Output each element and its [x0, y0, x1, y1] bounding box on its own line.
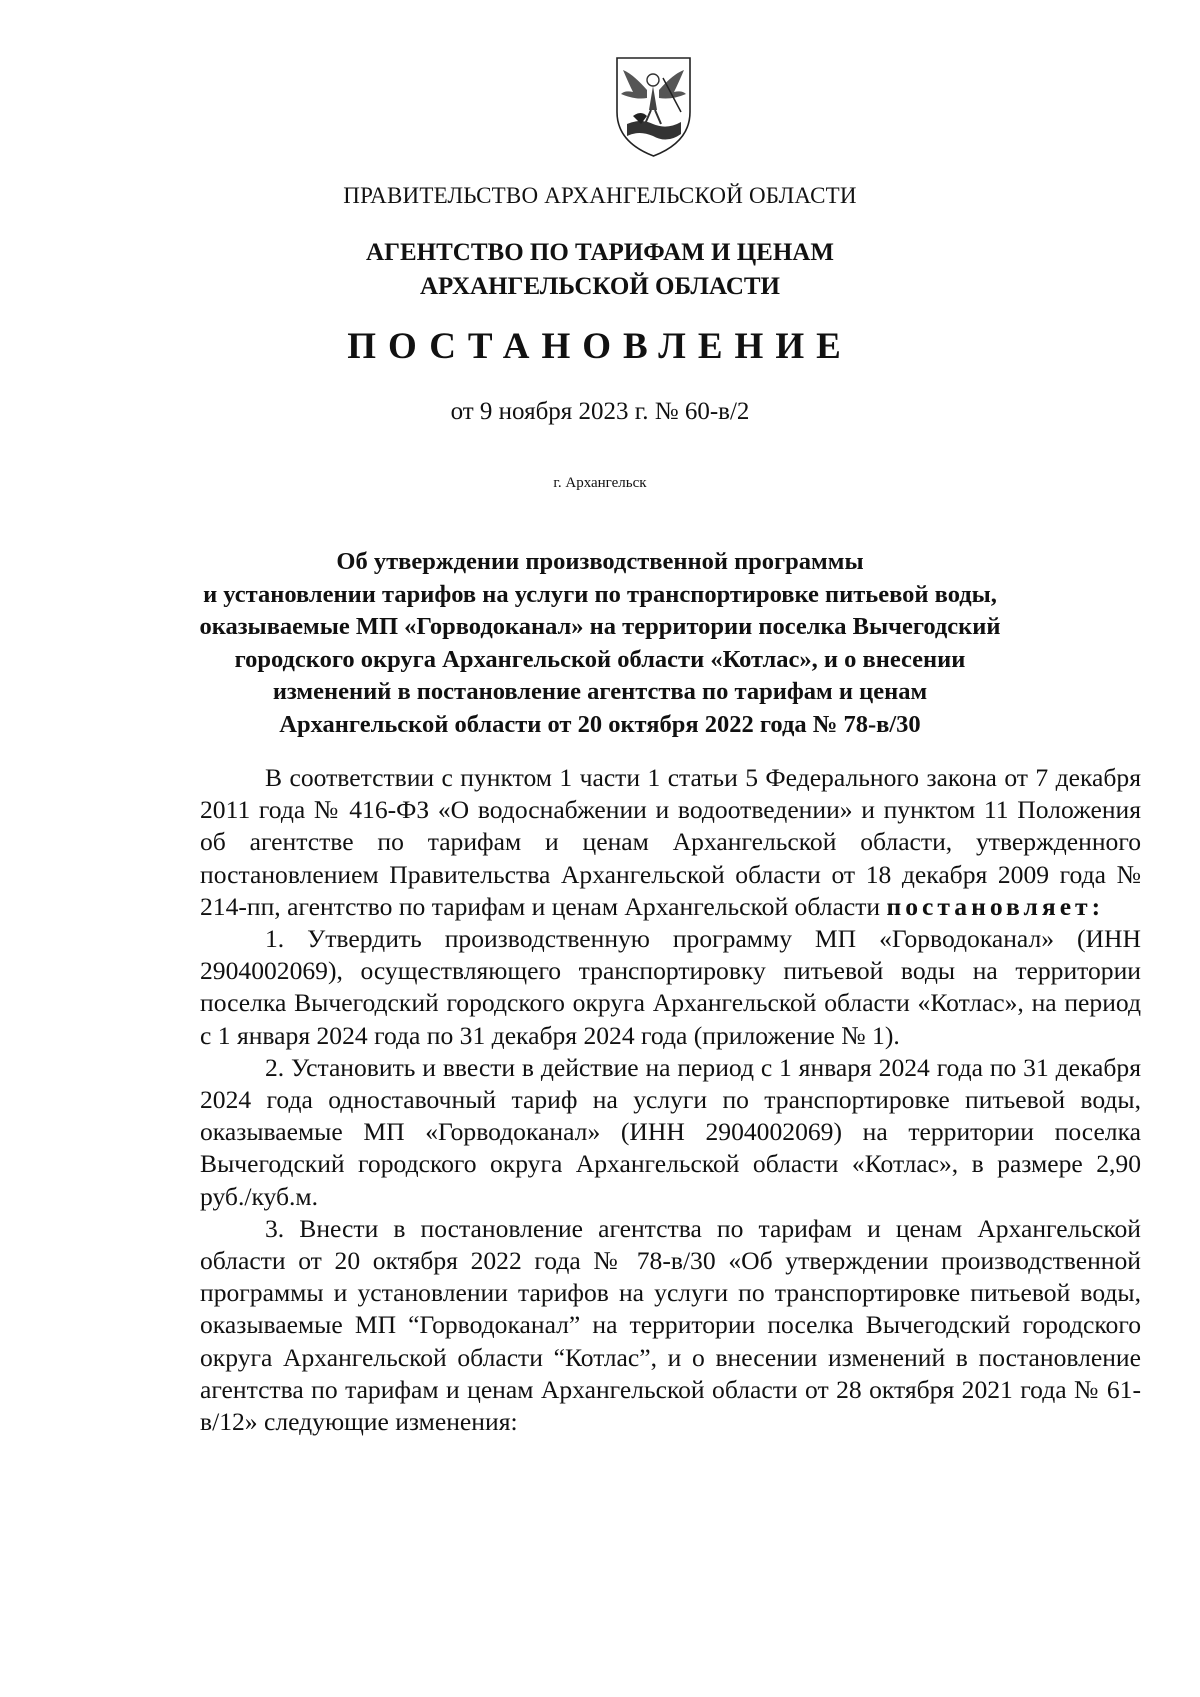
- preamble-text: В соответствии с пунктом 1 части 1 статьи 5 Федерального закона от 7 декабря 2011 года № 416-ФЗ «О водоснабжении и водоотведении» и пунктом 11 Положения об агентстве по тарифам и ценам Архангельской области, утвержденного постановлением Правительства Архангельской области от 18 декабря 2009 года № 214-пп, агентство по тарифам и ценам Архангельской области: [200, 763, 1141, 921]
- document-subject: [0, 546, 1200, 741]
- agency-name: [0, 236, 1200, 304]
- arkhangelsk-coat-of-arms-icon: [611, 50, 696, 160]
- subject-line: и установлении тарифов на услуги по транспортировке питьевой воды,: [203, 580, 997, 608]
- item-3-paragraph: 3. Внести в постановление агентства по тарифам и ценам Архангельской области от 20 октября 2022 года № 78-в/30 «Об утверждении производственной программы и установлении тарифов на услуги по транспортировке питьевой воды, оказываемые МП “Горводоканал” на территории поселка Вычегодский городского округа Архангельской области “Котлас”, и о внесении изменений в постановление агентства по тарифам и ценам Архангельской области от 28 октября 2021 года № 61-в/12» следующие изменения:: [200, 1213, 1141, 1437]
- subject-line: городского округа Архангельской области «Котлас», и о внесении: [234, 645, 966, 673]
- agency-name-line: АРХАНГЕЛЬСКОЙ ОБЛАСТИ: [420, 273, 780, 300]
- document-type-title: ПОСТАНОВЛЕНИЕ: [347, 326, 853, 367]
- government-name: ПРАВИТЕЛЬСТВО АРХАНГЕЛЬСКОЙ ОБЛАСТИ: [343, 183, 857, 208]
- subject-line: Об утверждении производственной программы: [336, 548, 864, 575]
- document-body: [200, 762, 1141, 1438]
- item-2-paragraph: 2. Установить и ввести в действие на период с 1 января 2024 года по 31 декабря 2024 года одноставочный тариф на услуги по транспортировке питьевой воды, оказываемые МП «Горводоканал» (ИНН 2904002069) на территории поселка Вычегодский городского округа Архангельской области «Котлас», в размере 2,90 руб./куб.м.: [200, 1052, 1141, 1211]
- subject-line: изменений в постановление агентства по тарифам и ценам: [272, 678, 928, 705]
- document-date-number: от 9 ноября 2023 г. № 60-в/2: [450, 398, 750, 425]
- subject-line: оказываемые МП «Горводоканал» на территории поселка Вычегодский: [199, 613, 1001, 640]
- document-city: г. Архангельск: [553, 475, 647, 491]
- item-1-paragraph: 1. Утвердить производственную программу МП «Горводоканал» (ИНН 2904002069), осуществляющего транспортировку питьевой воды на территории поселка Вычегодский городского округа Архангельской области «Котлас», на период с 1 января 2024 года по 31 декабря 2024 года (приложение № 1).: [200, 924, 1141, 1050]
- subject-line: Архангельской области от 20 октября 2022 года № 78-в/30: [279, 710, 921, 738]
- agency-name-line: АГЕНТСТВО ПО ТАРИФАМ И ЦЕНАМ: [366, 239, 834, 266]
- decree-word: постановляет:: [886, 891, 1105, 921]
- preamble-paragraph: [200, 762, 1141, 923]
